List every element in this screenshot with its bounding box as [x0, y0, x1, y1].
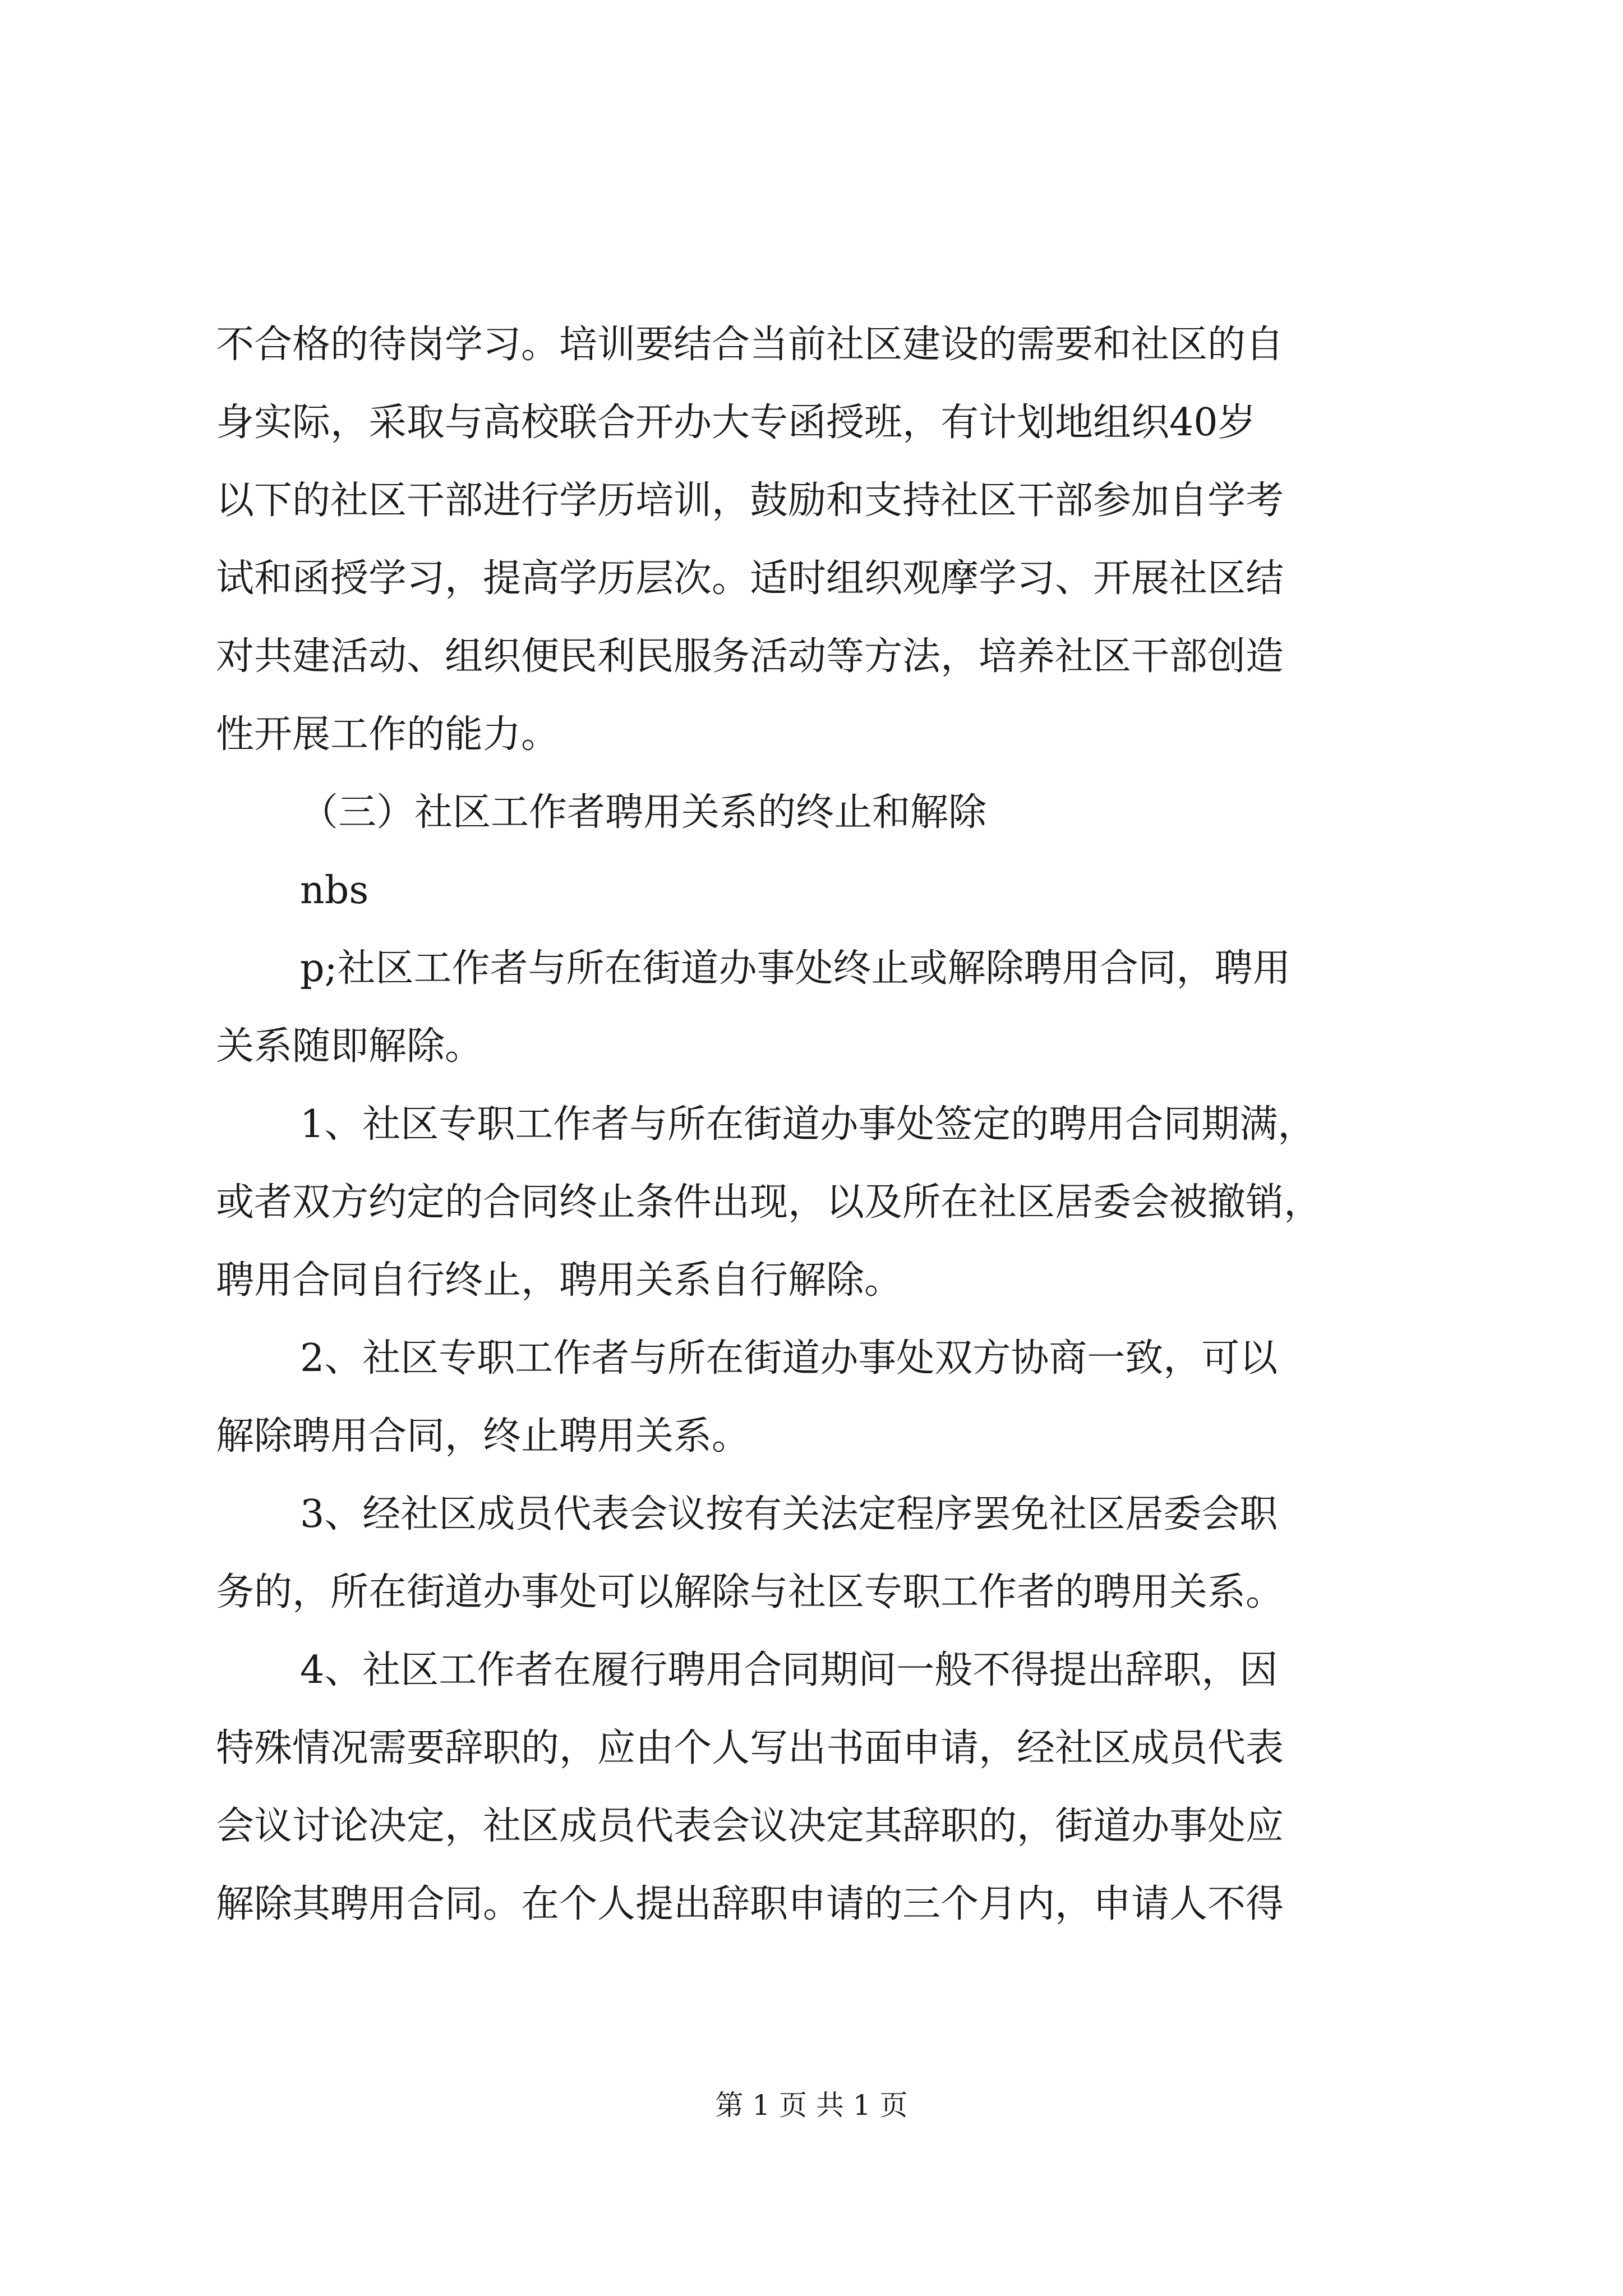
- text-line: 特殊情况需要辞职的，应由个人写出书面申请，经社区成员代表: [216, 1726, 1284, 1770]
- text-line: 务的，所在街道办事处可以解除与社区专职工作者的聘用关系。: [216, 1570, 1284, 1614]
- text-line: 聘用合同自行终止，聘用关系自行解除。: [216, 1258, 903, 1303]
- section-heading: （三）社区工作者聘用关系的终止和解除: [300, 790, 987, 835]
- page-footer: 第 1 页 共 1 页: [715, 2089, 908, 2122]
- list-item-2: 2、社区专职工作者与所在街道办事处双方协商一致，可以: [300, 1336, 1278, 1381]
- list-item-4: 4、社区工作者在履行聘用合同期间一般不得提出辞职，因: [300, 1648, 1278, 1692]
- text-line: 性开展工作的能力。: [216, 712, 560, 757]
- text-line: 身实际，采取与高校联合开办大专函授班，有计划地组织40岁: [216, 401, 1256, 445]
- text-line: 不合格的待岗学习。培训要结合当前社区建设的需要和社区的自: [216, 323, 1284, 367]
- text-line: 关系随即解除。: [216, 1024, 483, 1069]
- text-line: 解除其聘用合同。在个人提出辞职申请的三个月内，申请人不得: [216, 1882, 1284, 1926]
- text-line: 以下的社区干部进行学历培训，鼓励和支持社区干部参加自学考: [216, 478, 1284, 523]
- text-line: 解除聘用合同，终止聘用关系。: [216, 1414, 750, 1458]
- text-line: 或者双方约定的合同终止条件出现，以及所在社区居委会被撤销，: [216, 1180, 1322, 1225]
- text-line: nbs: [300, 868, 369, 913]
- text-line: p;社区工作者与所在街道办事处终止或解除聘用合同，聘用: [300, 946, 1291, 991]
- list-item-3: 3、经社区成员代表会议按有关法定程序罢免社区居委会职: [300, 1492, 1278, 1536]
- text-line: 会议讨论决定，社区成员代表会议决定其辞职的，街道办事处应: [216, 1804, 1284, 1848]
- list-item-1: 1、社区专职工作者与所在街道办事处签定的聘用合同期满，: [300, 1102, 1316, 1147]
- text-line: 试和函授学习，提高学历层次。适时组织观摩学习、开展社区结: [216, 556, 1284, 601]
- text-line: 对共建活动、组织便民利民服务活动等方法，培养社区干部创造: [216, 634, 1284, 679]
